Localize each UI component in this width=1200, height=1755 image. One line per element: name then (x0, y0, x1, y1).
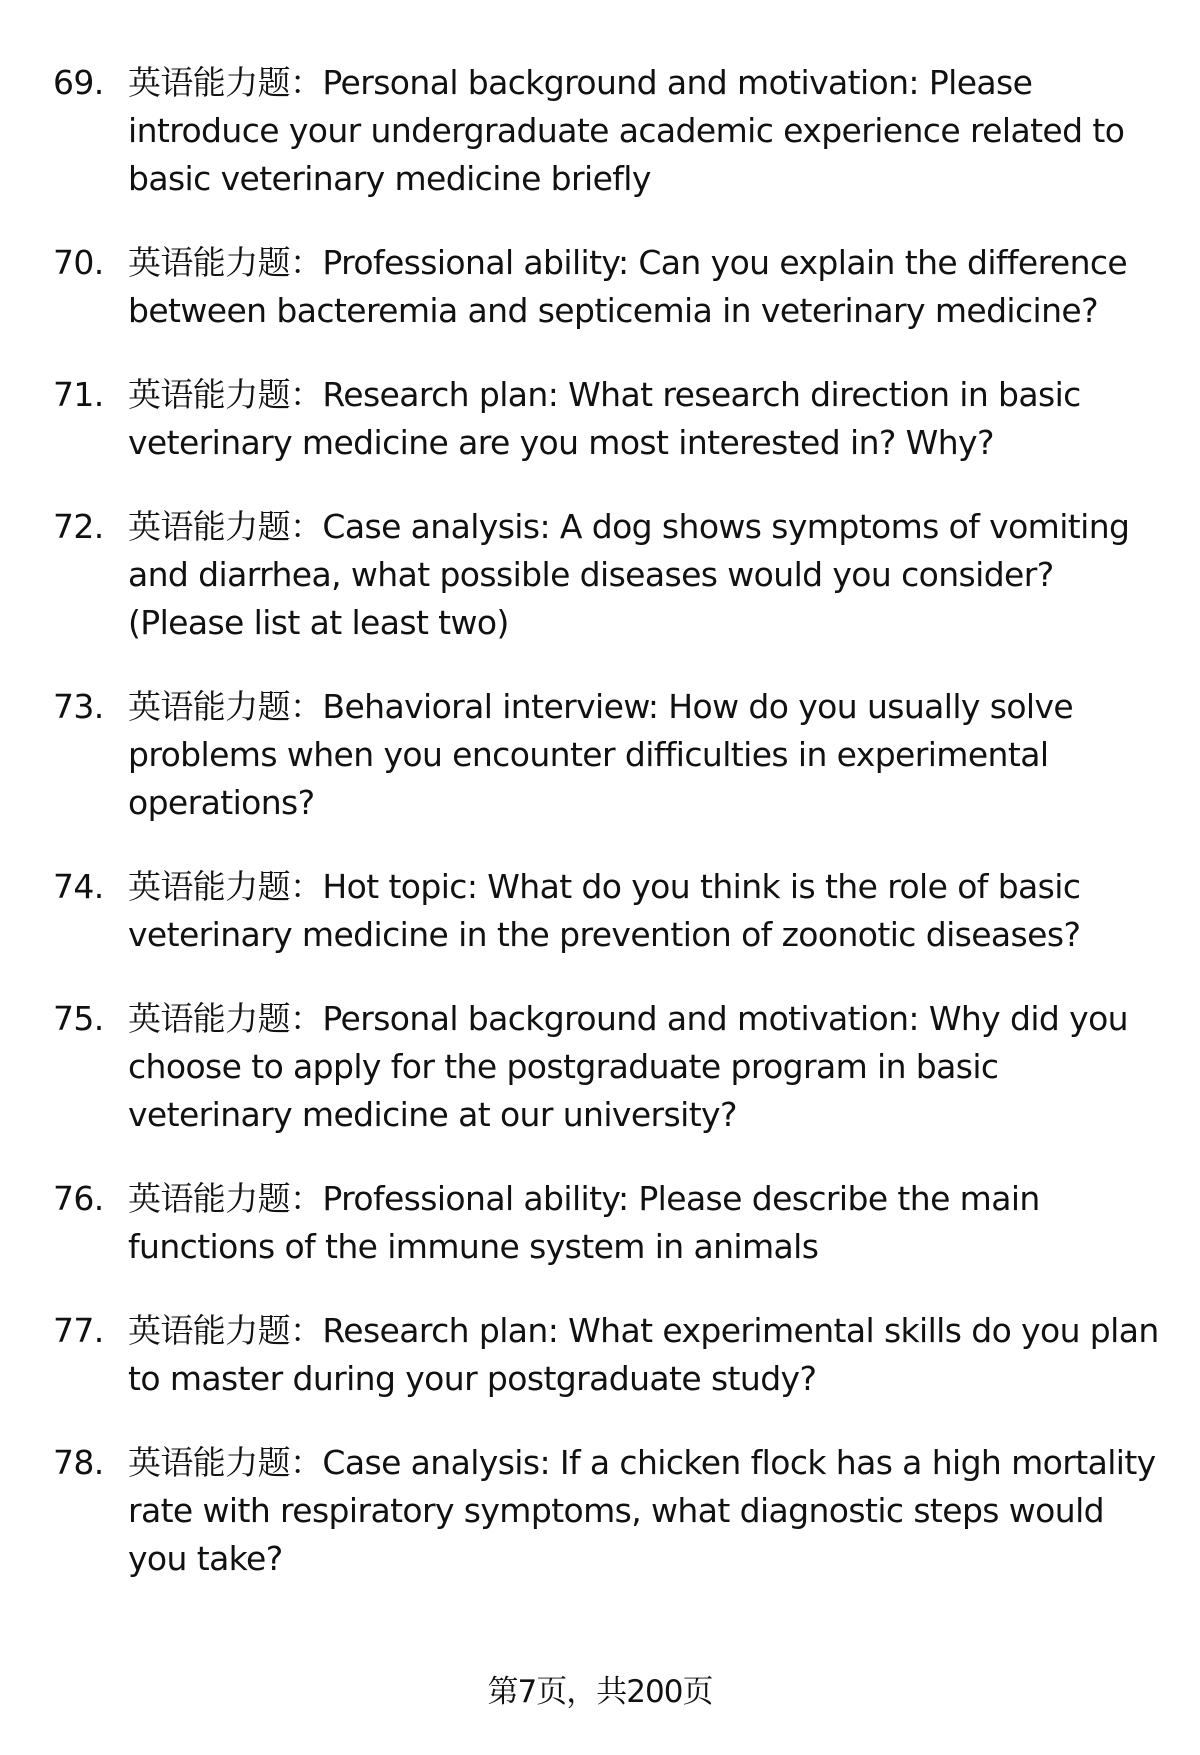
question-item (0, 1307, 1200, 1403)
question-item (0, 1175, 1200, 1271)
question-text: Behavioral interview: How do you usually solve problems when you encounter difficulties in experimental operations? (128, 687, 1074, 822)
question-item (0, 1439, 1200, 1583)
question-number: 70. (53, 243, 104, 282)
question-text: Research plan: What experimental skills do you plan to master during your postgraduate study? (128, 1311, 1159, 1398)
question-item (0, 239, 1200, 335)
question-number: 77. (53, 1311, 104, 1350)
question-item (0, 995, 1200, 1139)
question-number: 69. (53, 63, 104, 102)
question-category: 英语能力题： (128, 1311, 323, 1350)
question-text: Personal background and motivation: Why did you choose to apply for the postgraduate program in basic veterinary medicine at our university? (128, 999, 1128, 1134)
question-category: 英语能力题： (128, 867, 323, 906)
page-footer: 第7页，共200页 (487, 1674, 713, 1710)
question-category: 英语能力题： (128, 63, 323, 102)
question-item (0, 371, 1200, 467)
question-item (0, 683, 1200, 827)
question-text: Case analysis: A dog shows symptoms of vomiting and diarrhea, what possible diseases would you consider? (Please list at least two) (128, 507, 1130, 642)
question-item (0, 863, 1200, 959)
question-item (0, 59, 1200, 203)
question-category: 英语能力题： (128, 243, 323, 282)
question-category: 英语能力题： (128, 999, 323, 1038)
question-category: 英语能力题： (128, 687, 323, 726)
question-category: 英语能力题： (128, 507, 323, 546)
question-list (0, 59, 1200, 1619)
question-text: Hot topic: What do you think is the role of basic veterinary medicine in the prevention of zoonotic diseases? (128, 867, 1081, 954)
question-number: 72. (53, 507, 104, 546)
question-category: 英语能力题： (128, 1179, 323, 1218)
question-number: 74. (53, 867, 104, 906)
question-item (0, 503, 1200, 647)
question-text: Case analysis: If a chicken flock has a high mortality rate with respiratory symptoms, what diagnostic steps would you take? (128, 1443, 1156, 1578)
question-text: Personal background and motivation: Please introduce your undergraduate academic experience related to basic veterinary medicine briefly (128, 63, 1125, 198)
question-number: 76. (53, 1179, 104, 1218)
question-text: Professional ability: Please describe the main functions of the immune system in animals (128, 1179, 1040, 1266)
question-category: 英语能力题： (128, 1443, 323, 1482)
question-text: Professional ability: Can you explain the difference between bacteremia and septicemia in veterinary medicine? (128, 243, 1128, 330)
question-category: 英语能力题： (128, 375, 323, 414)
question-number: 71. (53, 375, 104, 414)
question-number: 78. (53, 1443, 104, 1482)
question-number: 73. (53, 687, 104, 726)
question-number: 75. (53, 999, 104, 1038)
question-text: Research plan: What research direction in basic veterinary medicine are you most interested in? Why? (128, 375, 1081, 462)
